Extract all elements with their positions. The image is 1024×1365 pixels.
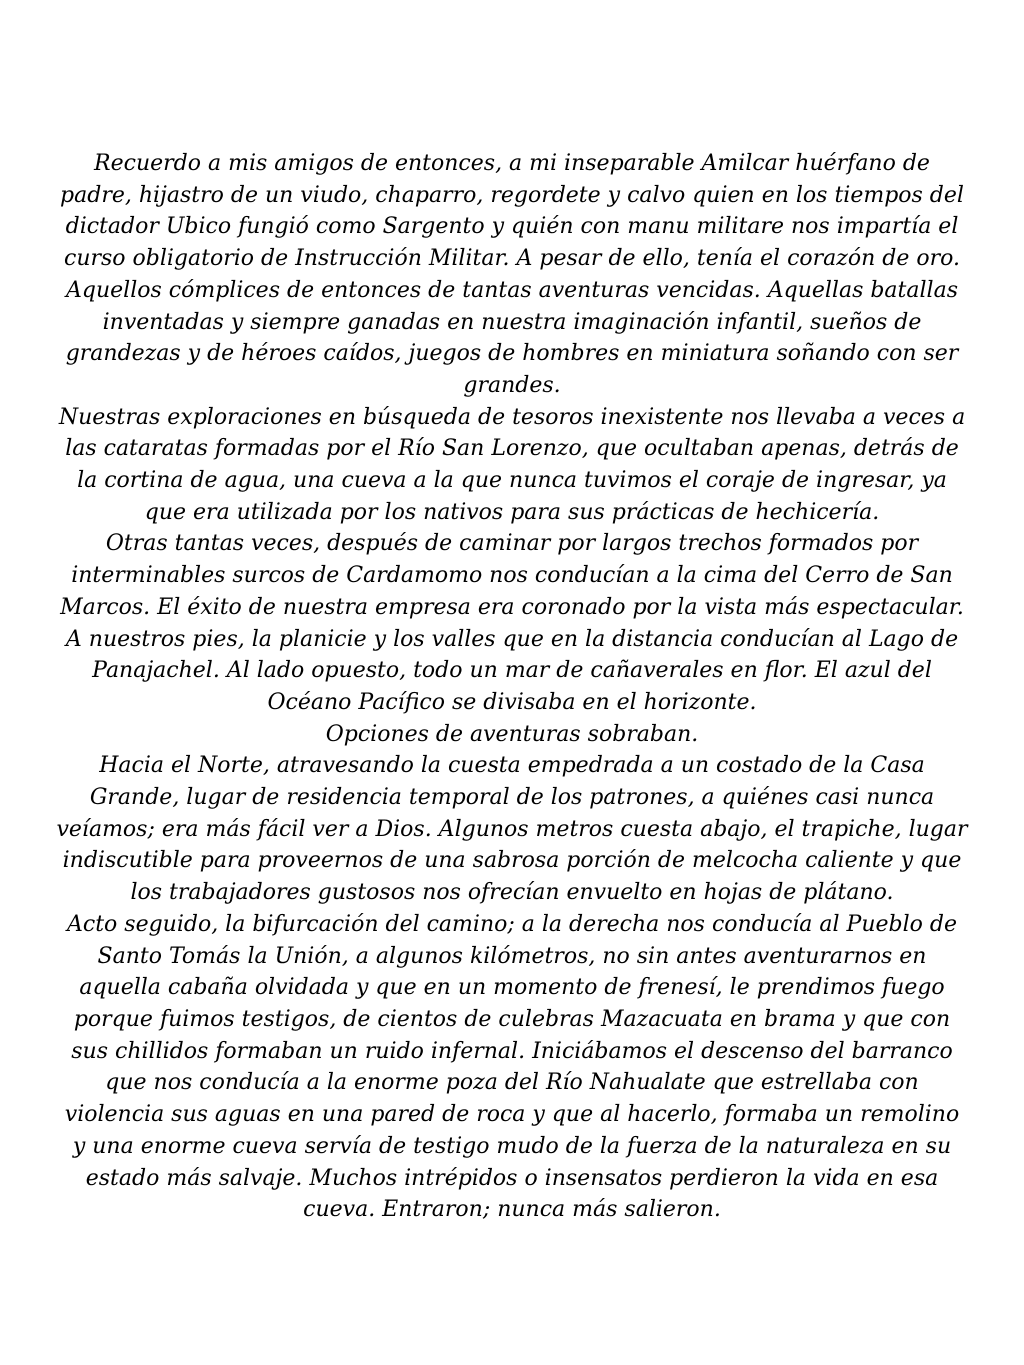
- paragraph-opciones: Opciones de aventuras sobraban.: [325, 721, 699, 747]
- paragraph-exploraciones: Nuestras exploraciones en búsqueda de tesoros inexistente nos llevaba a veces a las cataratas formadas por el Río San Lorenzo, que ocultaban apenas, detrás de la cortina de agua, una cueva a la que nunca tuvimos el coraje de ingresar, ya que era utilizada por los nativos para sus prácticas de hechicería.: [58, 404, 966, 525]
- paragraph-amigos: Recuerdo a mis amigos de entonces, a mi inseparable Amilcar huérfano de padre, hijastro de un viudo, chaparro, regordete y calvo quien en los tiempos del dictador Ubico fungió como Sargento y quién con manu militare nos impartía el curso obligatorio de Instrucción Militar. A pesar de ello, tenía el corazón de oro.: [60, 151, 964, 272]
- paragraph-complices: Aquellos cómplices de entonces de tantas aventuras vencidas. Aquellas batallas inventadas y siempre ganadas en nuestra imaginación infantil, sueños de grandezas y de héroes caídos, juegos de hombres en miniatura soñando con ser grandes.: [65, 277, 959, 398]
- paragraph-hacia-el-norte: Hacia el Norte, atravesando la cuesta empedrada a un costado de la Casa Grande, lugar de residencia temporal de los patrones, a quiénes casi nunca veíamos; era más fácil ver a Dios. Algunos metros cuesta abajo, el trapiche, lugar indiscutible para proveernos de una sabrosa porción de melcocha caliente y que los trabajadores gustosos nos ofrecían envuelto en hojas de plátano.: [56, 753, 968, 906]
- paragraph-acto-seguido: Acto seguido, la bifurcación del camino; a la derecha nos conducía al Pueblo de Santo Tomás la Unión, a algunos kilómetros, no sin antes aventurarnos en aquella cabaña olvidada y que en un momento de frenesí, le prendimos fuego porque fuimos testigos, de cientos de culebras Mazacuata en brama y que con sus chillidos formaban un ruido infernal. Iniciábamos el descenso del barranco que nos conducía a la enorme poza del Río Nahualate que estrellaba con violencia sus aguas en una pared de roca y que al hacerlo, formaba un remolino y una enorme cueva servía de testigo mudo de la fuerza de la naturaleza en su estado más salvaje. Muchos intrépidos o insensatos perdieron la vida en esa cueva. Entraron; nunca más salieron.: [64, 911, 960, 1223]
- paragraph-cerro-san-marcos: Otras tantas veces, después de caminar por largos trechos formados por interminables surcos de Cardamomo nos conducían a la cima del Cerro de San Marcos. El éxito de nuestra empresa era coronado por la vista más espectacular. A nuestros pies, la planicie y los valles que en la distancia conducían al Lago de Panajachel. Al lado opuesto, todo un mar de cañaverales en flor. El azul del Océano Pacífico se divisaba en el horizonte.: [60, 531, 964, 715]
- document-body: [56, 148, 968, 1226]
